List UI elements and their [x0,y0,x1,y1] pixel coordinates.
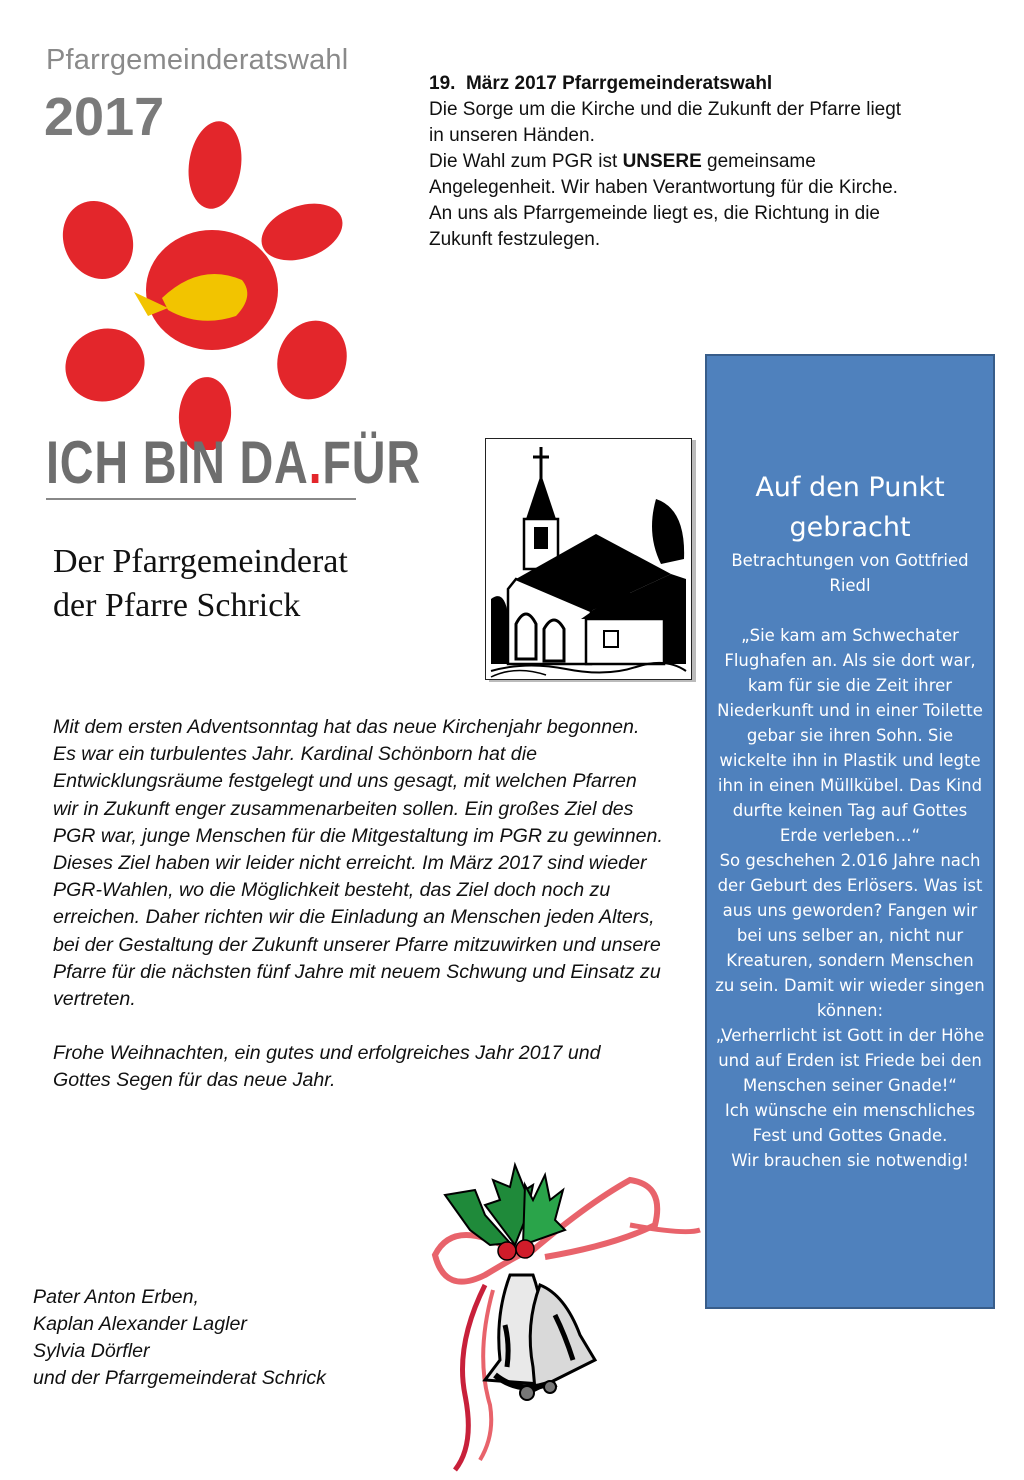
sidebar-box [705,354,995,1309]
logo-year: 2017 [44,87,165,147]
sidebar-quote-2: „Verherrlicht ist Gott in der Höhe und auf Erden ist Friede bei den Menschen seiner Gnade!“ [715,1026,985,1095]
sidebar-text-2: Ich wünsche ein menschliches Fest und Gottes Gnade. [724,1101,976,1145]
intro-block [429,71,909,253]
signature-line: und der Pfarrgemeinderat Schrick [33,1367,326,1389]
signature-line: Kaplan Alexander Lagler [33,1313,247,1335]
sidebar-quote: „Sie kam am Schwechater Flughafen an. Als sie dort war, kam für sie die Zeit ihrer Niederkunft und in einer Toilette gebar sie ihren Sohn. Sie wickelte ihn in Plastik und legte ihn in einen Müllkübel. Das Kind durfte keinen Tag auf Gottes Erde verleben…“ [717,626,983,845]
body-paragraph-2: Frohe Weihnachten, ein gutes und erfolgreiches Jahr 2017 und Gottes Segen für das neue Jahr. [53,1042,601,1092]
church-illustration [485,438,692,680]
logo-slogan: ICH BIN DA.FÜR [46,429,421,496]
page-title [53,540,473,628]
flower-icon [50,120,370,450]
sidebar-title: Auf den Punkt gebracht [755,472,945,543]
page-title-line-1: Der Pfarrgemeinderat [53,543,348,580]
body-text [53,714,663,1122]
logo-title: Pfarrgemeinderatswahl [46,44,349,76]
signature-line: Sylvia Dörfler [33,1340,150,1362]
body-paragraph-1: Mit dem ersten Adventsonntag hat das neue Kirchenjahr begonnen. Es war ein turbulentes Jahr. Kardinal Schönborn hat die Entwicklungsräume festgelegt und uns gesagt, mit welchen Pfarren wir in Zukunft enger zusammenarbeiten sollen. Ein großes Ziel des PGR war, junge Menschen für die Mitgestaltung im PGR zu gewinnen. Dieses Ziel haben wir leider nicht erreicht. Im März 2017 sind wieder PGR-Wahlen, wo die Möglichkeit besteht, das Ziel doch noch zu erreichen. Daher richten wir die Einladung an Menschen jeden Alters, bei der Gestaltung der Zukunft unserer Pfarre mitzuwirken und unsere Pfarre für die nächsten fünf Jahre mit neuem Schwung und Einsatz zu vertreten. [53,716,663,1011]
signatures [33,1284,453,1392]
page-title-line-2: der Pfarre Schrick [53,587,301,624]
election-logo [40,40,421,510]
church-icon [486,439,691,679]
logo-underline [46,498,356,500]
intro-heading: 19. März 2017 Pfarrgemeinderatswahl [429,73,773,94]
intro-paragraph-1: Die Sorge um die Kirche und die Zukunft der Pfarre liegt in unseren Händen. [429,99,902,146]
sidebar-subtitle: Betrachtungen von Gottfried Riedl [731,551,969,595]
christmas-bells-illustration [415,1145,710,1475]
bells-icon [415,1145,710,1475]
sidebar-text-1: So geschehen 2.016 Jahre nach der Geburt des Erlösers. Was ist aus uns geworden? Fangen wir bei uns selber an, nicht nur Kreaturen, sondern Menschen zu sein. Damit wir wieder singen können: [715,851,985,1020]
signature-line: Pater Anton Erben, [33,1286,199,1308]
sidebar-text-3: Wir brauchen sie notwendig! [731,1151,969,1170]
intro-paragraph-2: Die Wahl zum PGR ist UNSERE gemeinsame Angelegenheit. Wir haben Verantwortung für die Kirche. An uns als Pfarrgemeinde liegt es, die Richtung in die Zukunft festzulegen. [429,151,898,250]
sidebar-body [707,623,993,1173]
